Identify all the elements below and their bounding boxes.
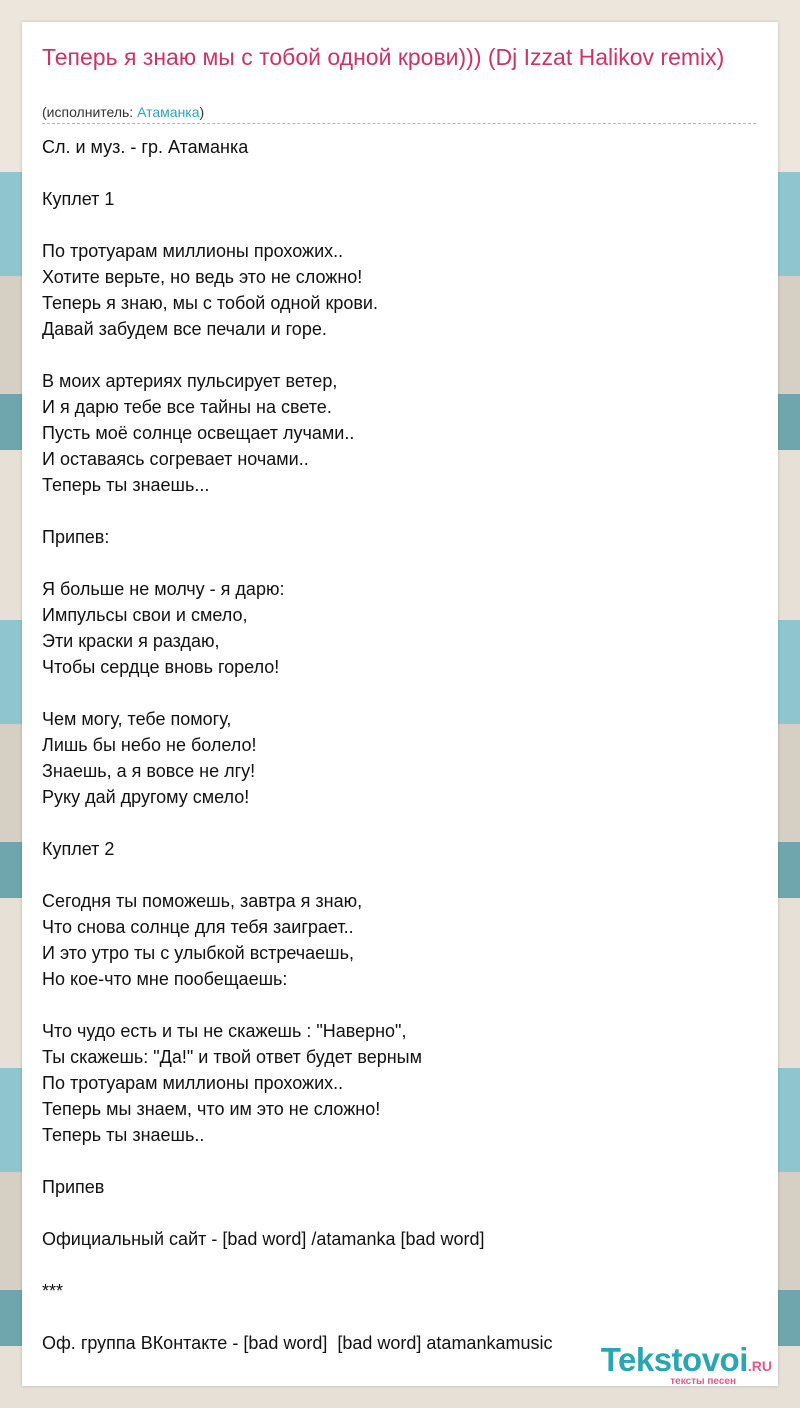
lyric-line: Хотите верьте, но ведь это не сложно! (42, 267, 363, 287)
lyric-line: Импульсы свои и смело, (42, 605, 248, 625)
lyric-line (42, 1304, 756, 1330)
lyric-line: Куплет 2 (42, 839, 115, 859)
lyric-line: Я больше не молчу - я дарю: (42, 579, 285, 599)
lyric-line (42, 680, 756, 706)
lyric-line: Руку дай другому смело! (42, 787, 250, 807)
lyric-line (42, 810, 756, 836)
artist-line (42, 103, 204, 121)
lyric-line (42, 342, 756, 368)
lyric-line: Чтобы сердце вновь горело! (42, 657, 280, 677)
lyric-line (42, 498, 756, 524)
tekstovoi-logo (601, 1343, 772, 1387)
title-divider (42, 123, 756, 124)
lyric-line (42, 1252, 756, 1278)
lyric-line (42, 160, 756, 186)
lyric-line: Эти краски я раздаю, (42, 631, 220, 651)
lyric-line: Что снова солнце для тебя заиграет.. (42, 917, 354, 937)
lyric-line: Знаешь, а я вовсе не лгу! (42, 761, 256, 781)
lyrics-text (42, 134, 756, 1356)
lyric-line: И я дарю тебе все тайны на свете. (42, 397, 332, 417)
lyric-line: Сегодня ты поможешь, завтра я знаю, (42, 891, 363, 911)
lyric-line (42, 1200, 756, 1226)
lyric-line: Ты скажешь: "Да!" и твой ответ будет верным (42, 1047, 422, 1067)
artist-prefix: (исполнитель: (42, 104, 138, 120)
lyric-line: В моих артериях пульсирует ветер, (42, 371, 338, 391)
lyric-line: *** (42, 1281, 64, 1301)
lyric-line: Припев: (42, 527, 110, 547)
lyric-line: Лишь бы небо не болело! (42, 735, 257, 755)
lyric-line (42, 212, 756, 238)
logo-tagline: тексты песен (670, 1376, 736, 1387)
lyric-line: Теперь я знаю, мы с тобой одной крови. (42, 293, 378, 313)
lyric-line (42, 1148, 756, 1174)
lyric-line: Припев (42, 1177, 105, 1197)
lyric-line: И это утро ты с улыбкой встречаешь, (42, 943, 354, 963)
lyric-line: Куплет 1 (42, 189, 115, 209)
lyric-line (42, 550, 756, 576)
lyric-line: Чем могу, тебе помогу, (42, 709, 232, 729)
logo-tld: .RU (747, 1358, 772, 1374)
lyric-line: И оставаясь согревает ночами.. (42, 449, 309, 469)
lyric-line: По тротуарам миллионы прохожих.. (42, 1073, 344, 1093)
lyric-line: Оф. группа ВКонтакте - [bad word] [bad word] atamankamusic (42, 1333, 553, 1353)
lyric-line: Теперь ты знаешь... (42, 475, 210, 495)
lyric-line: По тротуарам миллионы прохожих.. (42, 241, 344, 261)
lyric-line (42, 992, 756, 1018)
lyric-line: Пусть моё солнце освещает лучами.. (42, 423, 355, 443)
lyric-line (42, 862, 756, 888)
song-title: Теперь я знаю мы с тобой одной крови))) (Dj Izzat Halikov remix) (42, 44, 725, 70)
lyric-line: Давай забудем все печали и горе. (42, 319, 327, 339)
lyric-line: Что чудо есть и ты не скажешь : "Наверно", (42, 1021, 407, 1041)
lyric-line: Сл. и муз. - гр. Атаманка (42, 137, 249, 157)
lyric-line: Но кое-что мне пообещаешь: (42, 969, 288, 989)
lyric-line: Теперь ты знаешь.. (42, 1125, 205, 1145)
lyric-line: Теперь мы знаем, что им это не сложно! (42, 1099, 381, 1119)
artist-suffix: ) (199, 104, 205, 120)
lyric-line: Официальный сайт - [bad word] /atamanka [bad word] (42, 1229, 485, 1249)
artist-link[interactable]: Атаманка (137, 104, 200, 120)
logo-wordmark: Tekstovoi (600, 1341, 748, 1378)
lyrics-card (22, 22, 778, 1386)
